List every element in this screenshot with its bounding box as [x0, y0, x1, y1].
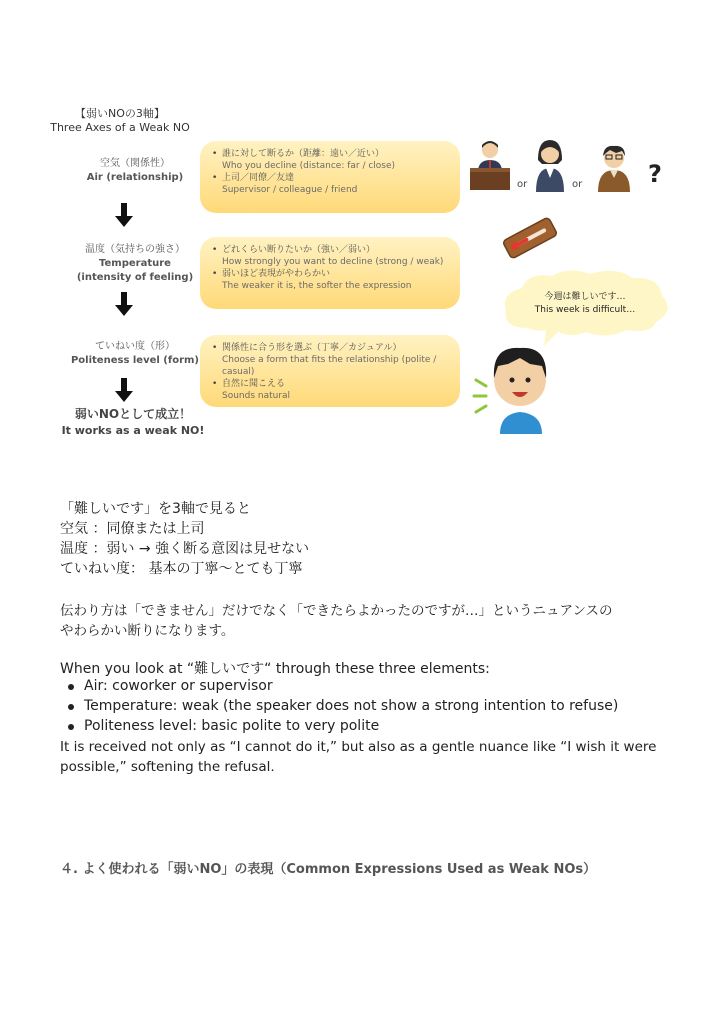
list-item: Air: coworker or supervisor [60, 676, 618, 696]
english-bullet-list [60, 676, 618, 736]
diagram-title-jp: 【弱いNOの3軸】 [75, 107, 165, 120]
point-jp: 誰に対して断るか（距離：遠い／近い） [222, 149, 385, 159]
thermometer-icon [500, 214, 560, 262]
weak-no-diagram [0, 0, 724, 450]
axis-air-point [222, 148, 450, 172]
point-en: Supervisor / colleague / friend [222, 185, 358, 195]
down-arrow-icon [114, 203, 134, 229]
point-jp: 自然に聞こえる [222, 379, 286, 389]
point-jp: どれくらい断りたいか（強い／弱い） [222, 245, 376, 255]
female-colleague-icon [532, 138, 568, 194]
point-jp: 上司／同僚／友達 [222, 173, 295, 183]
result-label-en: It works as a weak NO! [61, 424, 205, 437]
axis-politeness-label-en: Politeness level (form) [70, 355, 200, 366]
point-en: Who you decline (distance: far / close) [222, 161, 396, 171]
axis-temperature-label [65, 243, 205, 285]
speech-en: This week is difficult… [534, 305, 636, 315]
point-jp: 弱いほど表現がやわらかい [222, 269, 331, 279]
axis-politeness-label-jp: ていねい度（形） [95, 341, 175, 352]
axis-air-label-jp: 空気（関係性） [100, 158, 170, 169]
point-en: Choose a form that fits the relationship (polite / casual) [222, 355, 437, 377]
point-en: How strongly you want to decline (strong / weak) [222, 257, 444, 267]
axis-air-label [65, 157, 205, 185]
axis-temperature-label-en-2: (intensity of feeling) [76, 272, 194, 283]
analysis-line: ていねい度： 基本の丁寧〜とても丁寧 [60, 561, 303, 577]
down-arrow-icon [114, 378, 134, 404]
speaking-boy-icon [466, 336, 556, 434]
axis-politeness-point [222, 378, 450, 402]
english-intro: When you look at “難しいです“ through these three elements: [60, 661, 490, 677]
axis-temperature-box [200, 237, 460, 309]
or-label-1: or [517, 179, 528, 190]
result-label-jp: 弱いNOとして成立！ [74, 407, 192, 421]
axis-air-point [222, 172, 450, 196]
point-en: Sounds natural [222, 391, 291, 401]
analysis-line: 温度 ：弱い → 強く断る意図は見せない [60, 541, 310, 557]
supervisor-at-desk-icon [468, 138, 512, 192]
speech-jp: 今週は難しいです… [544, 292, 626, 302]
axis-temperature-point [222, 268, 450, 292]
analysis-line: 空気 ：同僚または上司 [60, 521, 205, 537]
axis-temperature-point [222, 244, 450, 268]
axis-air-label-en: Air (relationship) [86, 172, 184, 183]
nuance-paragraph-line-2: やわらかい断りになります。 [60, 623, 235, 639]
english-summary-line-2: possible,” softening the refusal. [60, 759, 275, 775]
analysis-line: 「難しいです」を3軸で見ると [60, 501, 251, 517]
question-mark: ? [648, 160, 662, 188]
speech-bubble-text [510, 291, 660, 317]
axis-politeness-label [65, 340, 205, 368]
axis-politeness-box [200, 335, 460, 407]
english-summary-line-1: It is received not only as “I cannot do it,” but also as a gentle nuance like “I wish it were [60, 739, 657, 755]
axis-temperature-label-jp: 温度（気持ちの強さ） [85, 244, 185, 255]
section-heading: ４. よく使われる「弱いNO」の表現（Common Expressions Used as Weak NOs） [60, 862, 597, 877]
point-en: The weaker it is, the softer the expression [222, 281, 412, 291]
axis-politeness-point [222, 342, 450, 378]
or-label-2: or [572, 179, 583, 190]
nuance-paragraph-line-1: 伝わり方は「できません」だけでなく「できたらよかったのですが…」というニュアンスの [60, 603, 613, 619]
diagram-title-en: Three Axes of a Weak NO [50, 121, 190, 134]
list-item: Politeness level: basic polite to very polite [60, 716, 618, 736]
friend-icon [594, 142, 634, 192]
down-arrow-icon [114, 292, 134, 318]
axis-temperature-label-en: Temperature [99, 258, 171, 269]
point-jp: 関係性に合う形を選ぶ（丁寧／カジュアル） [222, 343, 402, 353]
axis-air-box [200, 141, 460, 213]
list-item: Temperature: weak (the speaker does not show a strong intention to refuse) [60, 696, 618, 716]
